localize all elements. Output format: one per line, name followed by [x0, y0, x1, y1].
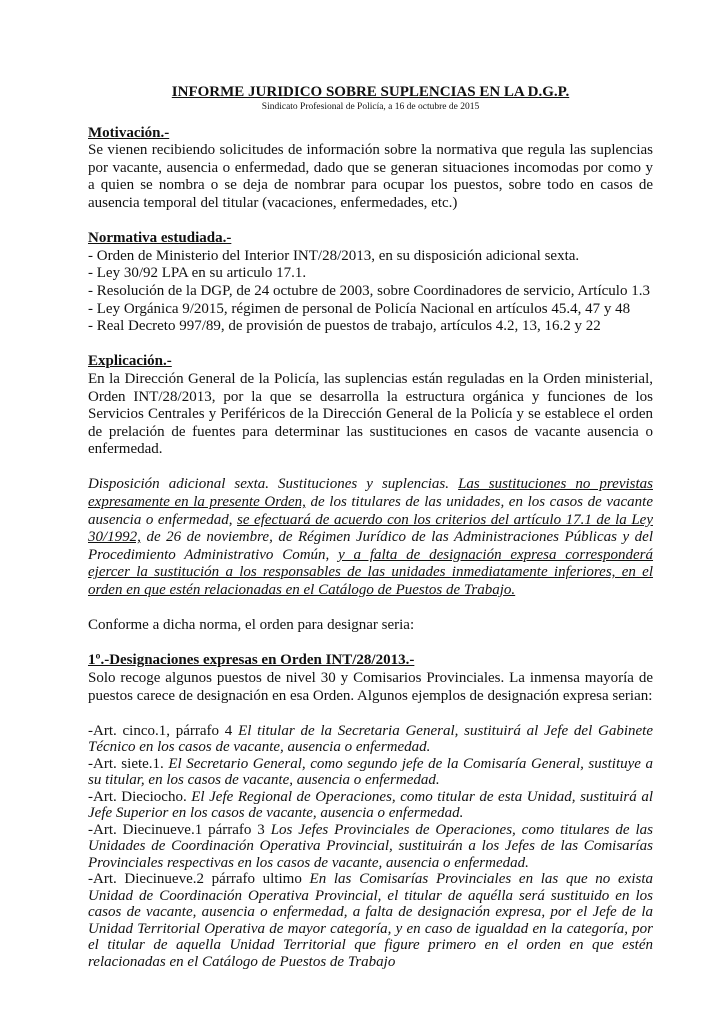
- quote-underlined-part: y a falta de designación expresa corresponderá ejercer la sustitución a los responsables de las unidades inmediatamente inferiores, en el orden en que estén relacionadas en el Catálogo de Puestos de Trabajo.: [88, 546, 654, 599]
- example-item: [88, 822, 653, 872]
- list-item: - Real Decreto 997/89, de provisión de puestos de trabajo, artículos 4.2, 13, 16.2 y 22: [88, 318, 601, 335]
- paragraph-explicacion: En la Dirección General de la Policía, las suplencias están reguladas en la Orden ministerial, Orden INT/28/2013, por la que se desarrolla la estructura orgánica y funciones de los Servicios Centrales y Periféricos de la Dirección General de la Policía y se establece el orden de prelación de fuentes para determinar las sustituciones en casos de vacante ausencia o enfermedad.: [88, 370, 653, 458]
- document-title: INFORME JURIDICO SOBRE SUPLENCIAS EN LA D.G.P.: [171, 84, 570, 100]
- list-item: - Ley 30/92 LPA en su articulo 17.1.: [88, 265, 307, 282]
- list-item: - Resolución de la DGP, de 24 octubre de 2003, sobre Coordinadores de servicio, Artículo 1.3: [88, 282, 650, 299]
- list-item: - Ley Orgánica 9/2015, régimen de personal de Policía Nacional en artículos 45.4, 47 y 48: [88, 300, 631, 317]
- example-item: [88, 789, 653, 822]
- section-designaciones: [88, 652, 653, 970]
- example-text: En las Comisarías Provinciales en las que no exista Unidad de Coordinación Operativa Provincial, el titular de aquélla será sustituido en los casos de vacante, ausencia o enfermedad, a falta de designación expresa, por el Jefe de la Unidad Territorial Operativa de mayor categoría, y en caso de igualdad en la categoría, por el titular de aquella Unidad Territorial que figure primero en el orden en que estén relacionadas en el Catálogo de Puestos de Trabajo: [88, 871, 653, 970]
- example-ref: -Art. siete.1.: [88, 755, 169, 772]
- example-ref: -Art. Diecinueve.1 párrafo 3: [88, 821, 271, 838]
- paragraph-motivacion: Se vienen recibiendo solicitudes de información sobre la normativa que regula las suplencias por vacante, ausencia o enfermedad, dado que se generan situaciones incomodas por como y a quien se nombra o se deja de nombrar para ocupar los puestos, sobre todo en casos de ausencia temporal del titular (vacaciones, enfermedades, etc.): [88, 142, 653, 211]
- quote-part: de 26 de noviembre, de Régimen Jurídico de las Administraciones Públicas y del Procedimiento Administrativo Común,: [88, 529, 653, 563]
- heading-normativa: Normativa estudiada.-: [88, 230, 232, 247]
- heading-motivacion: Motivación.-: [88, 124, 170, 141]
- section-normativa: [88, 230, 653, 336]
- example-text: El Secretario General, como segundo jefe de la Comisaría General, sustituye a su titular, en los casos de vacante, ausencia o enfermedad.: [88, 755, 653, 789]
- document-subtitle: Sindicato Profesional de Policía, a 16 de octubre de 2015: [261, 101, 480, 112]
- quote-underlined-part: Las sustituciones no previstas expresamente en la presente Orden,: [88, 476, 653, 511]
- section-explicacion: [88, 353, 653, 459]
- paragraph-designaciones-intro: Solo recoge algunos puestos de nivel 30 y Comisarios Provinciales. La inmensa mayoría de puestos carece de designación en esa Orden. Algunos ejemplos de designación expresa serian:: [88, 670, 653, 704]
- document-page: [88, 84, 653, 970]
- list-item: - Orden de Ministerio del Interior INT/28/2013, en su disposición adicional sexta.: [88, 247, 580, 264]
- section-motivacion: [88, 125, 653, 213]
- quote-underlined-part: se efectuará de acuerdo con los criterios del artículo 17.1 de la Ley 30/1992,: [88, 511, 653, 546]
- example-text: El titular de la Secretaria General, sustituirá al Jefe del Gabinete Técnico en los casos de vacante, ausencia o enfermedad.: [88, 722, 653, 756]
- example-ref: -Art. Dieciocho.: [88, 788, 192, 805]
- quote-part: de los titulares de las unidades, en los casos de vacante ausencia o enfermedad,: [88, 494, 653, 528]
- paragraph-conforme: Conforme a dicha norma, el orden para designar seria:: [88, 617, 415, 634]
- example-item: [88, 871, 653, 970]
- heading-explicacion: Explicación.-: [88, 353, 172, 370]
- example-ref: -Art. Diecinueve.2 párrafo ultimo: [88, 871, 310, 888]
- quote-part: Disposición adicional sexta. Sustituciones y suplencias.: [88, 476, 459, 493]
- heading-designaciones: 1º.-Designaciones expresas en Orden INT/28/2013.-: [88, 652, 415, 669]
- example-text: Los Jefes Provinciales de Operaciones, como titulares de las Unidades de Coordinación Operativa Provincial, sustituirán a los Jefes de las Comisarías Provinciales respectivas en los casos de vacante, ausencia o enfermedad.: [88, 821, 653, 871]
- quote-disposicion: [88, 476, 653, 599]
- example-item: [88, 756, 653, 789]
- example-text: El Jefe Regional de Operaciones, como titular de esta Unidad, sustituirá al Jefe Superior en los casos de vacante, ausencia o enfermedad.: [88, 788, 653, 822]
- example-ref: -Art. cinco.1, párrafo 4: [88, 722, 239, 739]
- example-item: [88, 723, 653, 756]
